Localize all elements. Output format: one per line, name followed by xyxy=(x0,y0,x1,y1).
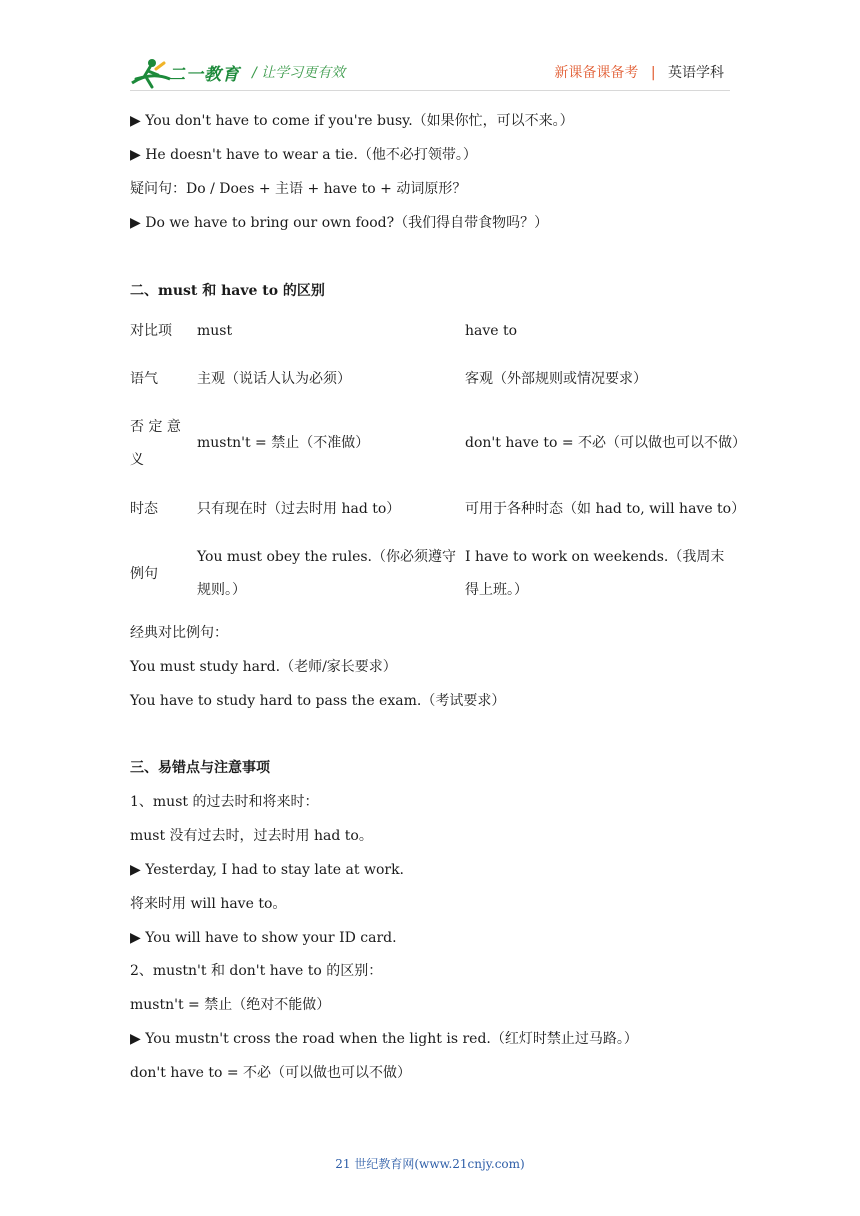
point-title: 2、mustn't 和 don't have to 的区别： xyxy=(130,963,383,979)
point-text: mustn't = 禁止（绝对不能做） xyxy=(130,997,331,1013)
table-cell: 主观（说话人认为必须） xyxy=(197,371,351,387)
table-cell: 只有现在时（过去时用 had to） xyxy=(197,501,401,517)
question-form: 疑问句：Do / Does + 主语 + have to + 动词原形？ xyxy=(130,181,467,197)
table-cell: mustn't = 禁止（不准做） xyxy=(197,435,370,451)
example-line: ▶ You will have to show your ID card. xyxy=(130,930,397,946)
section-title: 三、易错点与注意事项 xyxy=(130,760,270,776)
classic-example: You must study hard.（老师/家长要求） xyxy=(130,659,397,675)
table-row-label: 否 定 意 xyxy=(130,419,181,435)
table-cell: 客观（外部规则或情况要求） xyxy=(465,371,647,387)
subject-label: 英语学科 xyxy=(668,65,724,81)
table-row-label: 时态 xyxy=(130,501,158,517)
point-text: 将来时用 will have to。 xyxy=(130,896,287,912)
table-row-label: 例句 xyxy=(130,566,158,582)
table-row-label: 义 xyxy=(130,452,144,468)
header-divider xyxy=(130,90,730,91)
slogan: / 让学习更有效 xyxy=(252,65,346,81)
page-footer[interactable]: 21 世纪教育网(www.21cnjy.com) xyxy=(335,1157,525,1171)
classic-example: You have to study hard to pass the exam.（考试要求） xyxy=(130,693,506,709)
table-cell: 可用于各种时态（如 had to, will have to） xyxy=(465,501,746,517)
example-line: ▶ You mustn't cross the road when the light is red.（红灯时禁止过马路。） xyxy=(130,1031,638,1047)
tag-separator: | xyxy=(650,65,656,81)
classic-label: 经典对比例句： xyxy=(130,625,228,641)
page-header xyxy=(0,0,860,100)
section-title: 二、must 和 have to 的区别 xyxy=(130,283,325,299)
table-row-label: 语气 xyxy=(130,371,158,387)
table-header-cell: must xyxy=(197,323,233,339)
example-line: ▶ He doesn't have to wear a tie.（他不必打领带。） xyxy=(130,147,477,163)
table-cell: I have to work on weekends.（我周末得上班。） xyxy=(465,549,725,598)
course-label: 新课备课备考 xyxy=(554,65,639,81)
table-cell: don't have to = 不必（可以做也可以不做） xyxy=(465,435,747,451)
table-header-cell: have to xyxy=(465,323,518,339)
course-tag xyxy=(554,62,724,82)
example-line: ▶ You don't have to come if you're busy.（如果你忙，可以不来。） xyxy=(130,113,574,129)
point-title: 1、must 的过去时和将来时： xyxy=(130,794,319,810)
brand-name: 二一教育 xyxy=(168,65,240,85)
point-text: don't have to = 不必（可以做也可以不做） xyxy=(130,1065,412,1081)
table-header-cell: 对比项 xyxy=(130,323,172,339)
point-text: must 没有过去时，过去时用 had to。 xyxy=(130,828,373,844)
table-cell: You must obey the rules.（你必须遵守规则。） xyxy=(197,549,456,598)
example-line: ▶ Yesterday, I had to stay late at work. xyxy=(130,862,404,878)
example-line: ▶ Do we have to bring our own food?（我们得自带食物吗？） xyxy=(130,215,549,231)
